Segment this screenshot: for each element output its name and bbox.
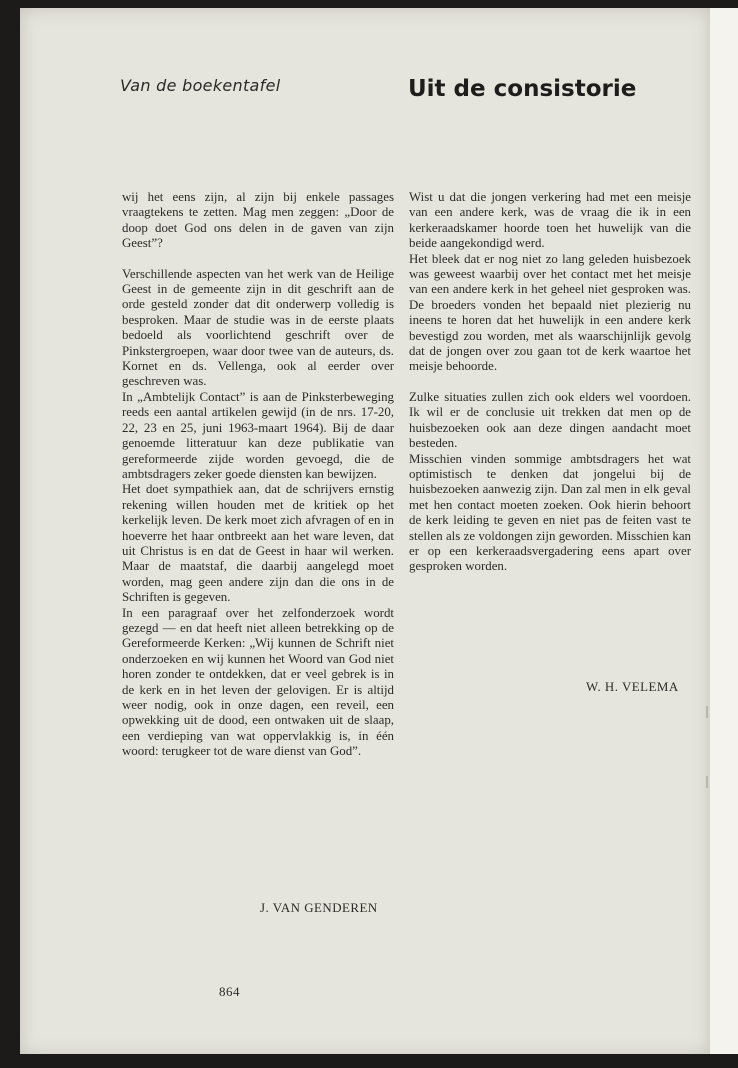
left-signature: J. VAN GENDEREN xyxy=(260,901,378,915)
left-column xyxy=(122,190,394,760)
page-edge xyxy=(710,8,738,1058)
right-signature: W. H. VELEMA xyxy=(586,680,679,694)
left-paragraph-1: wij het eens zijn, al zijn bij enkele passages vraagtekens te zetten. Mag men zeggen: „Door de doop doet God ons delen in de gaven van zijn Geest”? xyxy=(122,190,394,251)
right-paragraph-3: Zulke situaties zullen zich ook elders wel voordoen. Ik wil er de conclusie uit trekken dat men op de huisbezoeken ook aan deze dingen aandacht moet besteden. xyxy=(409,389,691,451)
binding-mark xyxy=(706,706,708,718)
section-header-left: Van de boekentafel xyxy=(120,76,281,95)
scan-border xyxy=(0,1054,738,1068)
left-paragraph-2: Verschillende aspecten van het werk van de Heilige Geest in de gemeente zijn in dit geschrift aan de orde gesteld zonder dat dit onderwerp volledig is besproken. Maar de studie was in de eerste plaats bedoeld als voorlichtend geschrift over de Pinkstergroepen, waar door twee van de auteurs, ds. Kornet en ds. Vellenga, ook al eerder over geschreven was. xyxy=(122,266,394,389)
magazine-page xyxy=(20,8,710,1056)
right-paragraph-2: Het bleek dat er nog niet zo lang geleden huisbezoek was geweest waarbij over het contact met het meisje van een andere kerk in het geheel niet gesproken was. De broeders vonden het bepaald niet plezierig nu ineens te horen dat het huwelijk in een andere kerk bevestigd zou worden, met als waarschijnlijk gevolg dat de jongen over zou gaan tot de kerk waartoe het meisje behoorde. xyxy=(409,251,691,374)
left-paragraph-5: In een paragraaf over het zelfonderzoek wordt gezegd — en dat heeft niet alleen betrekking op de Gereformeerde Kerken: „Wij kunnen de Schrift niet onderzoeken en wij kunnen het Woord van God niet horen zonder te ontdekken, dat er veel gebrek is in de kerk en in het leven der gelovigen. Er is altijd weer nodig, ook in onze dagen, een reveil, een opwekking uit de dood, een ontwaken uit de slaap, een verdieping van wat oppervlakkig is, in één woord: terugkeer tot de ware dienst van God”. xyxy=(122,605,394,759)
right-paragraph-4: Misschien vinden sommige ambtsdragers het wat optimistisch te denken dat jongelui bij de huisbezoeken aanwezig zijn. Dan zal men in elk geval met hen contact moeten zoeken. Ook hierin behoort de kerk leiding te geven en niet pas de feiten vast te stellen als ze voldongen zijn geworden. Misschien kan er op een kerkeraadsvergadering eens apart over gesproken worden. xyxy=(409,451,691,574)
left-paragraph-3: In „Ambtelijk Contact” is aan de Pinksterbeweging reeds een aantal artikelen gewijd (in de nrs. 17-20, 22, 23 en 25, juni 1963-maart 1964). Bij de daar genoemde litteratuur kan deze publikatie van gereformeerde zijde worden gevoegd, die de ambtsdragers zeker goede diensten kan bewijzen. xyxy=(122,389,394,481)
left-paragraph-4: Het doet sympathiek aan, dat de schrijvers ernstig rekening willen houden met de kritiek op het kerkelijk leven. De kerk moet zich afvragen of en in hoeverre het haar ontbreekt aan het ware leven, dat uit Christus is en dat de Geest in haar wil werken. Maar de maatstaf, die daarbij aangelegd moet worden, mag geen andere zijn dan die ons in de Schriften is gegeven. xyxy=(122,482,394,605)
right-column xyxy=(409,190,691,575)
page-number: 864 xyxy=(219,984,240,999)
right-paragraph-1: Wist u dat die jongen verkering had met een meisje van een andere kerk, was de vraag die ik in een kerkeraadskamer hoorde toen het huwelijk van die beide aangekondigd werd. xyxy=(409,190,691,251)
section-header-right: Uit de consistorie xyxy=(408,76,637,102)
binding-mark xyxy=(706,776,708,788)
